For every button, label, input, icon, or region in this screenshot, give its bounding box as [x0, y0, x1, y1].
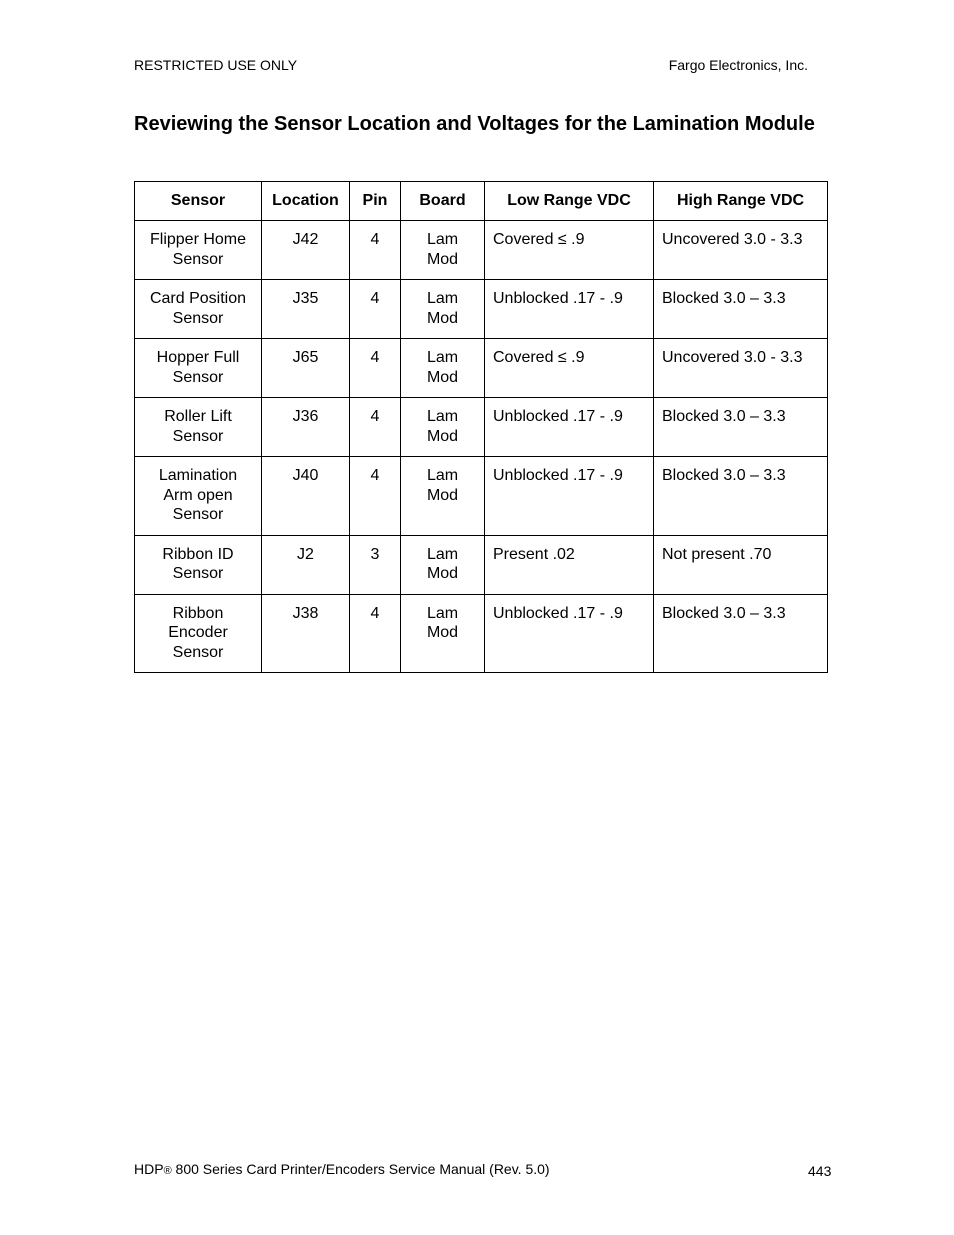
cell-pin: 4 — [350, 594, 401, 673]
cell-sensor: Lamination Arm open Sensor — [135, 457, 262, 536]
cell-location: J65 — [262, 339, 350, 398]
header-restricted-notice: RESTRICTED USE ONLY — [134, 57, 298, 73]
cell-sensor: Card Position Sensor — [135, 280, 262, 339]
cell-low-range: Unblocked .17 - .9 — [485, 457, 654, 536]
sensor-voltage-table — [134, 181, 828, 673]
cell-high-range: Blocked 3.0 – 3.3 — [654, 594, 828, 673]
cell-location: J38 — [262, 594, 350, 673]
cell-pin: 3 — [350, 535, 401, 594]
column-header-board: Board — [401, 182, 485, 221]
cell-high-range: Blocked 3.0 – 3.3 — [654, 457, 828, 536]
cell-board: Lam Mod — [401, 594, 485, 673]
cell-low-range: Unblocked .17 - .9 — [485, 398, 654, 457]
cell-location: J2 — [262, 535, 350, 594]
cell-low-range: Covered ≤ .9 — [485, 221, 654, 280]
cell-sensor: Ribbon ID Sensor — [135, 535, 262, 594]
registered-trademark-icon: ® — [163, 1165, 172, 1177]
footer-brand: HDP — [134, 1161, 164, 1177]
table-row — [135, 339, 828, 398]
column-header-sensor: Sensor — [135, 182, 262, 221]
footer-manual-name: 800 Series Card Printer/Encoders Service Manual (Rev. 5.0) — [171, 1161, 550, 1177]
cell-high-range: Uncovered 3.0 - 3.3 — [654, 339, 828, 398]
cell-location: J36 — [262, 398, 350, 457]
cell-board: Lam Mod — [401, 398, 485, 457]
column-header-location: Location — [262, 182, 350, 221]
table-row — [135, 535, 828, 594]
cell-board: Lam Mod — [401, 535, 485, 594]
cell-board: Lam Mod — [401, 221, 485, 280]
cell-pin: 4 — [350, 339, 401, 398]
cell-low-range: Covered ≤ .9 — [485, 339, 654, 398]
cell-low-range: Unblocked .17 - .9 — [485, 594, 654, 673]
cell-sensor: Ribbon Encoder Sensor — [135, 594, 262, 673]
cell-high-range: Uncovered 3.0 - 3.3 — [654, 221, 828, 280]
table-row — [135, 594, 828, 673]
cell-board: Lam Mod — [401, 339, 485, 398]
cell-low-range: Unblocked .17 - .9 — [485, 280, 654, 339]
column-header-pin: Pin — [350, 182, 401, 221]
cell-high-range: Blocked 3.0 – 3.3 — [654, 398, 828, 457]
cell-sensor: Roller Lift Sensor — [135, 398, 262, 457]
header-company-name: Fargo Electronics, Inc. — [668, 57, 808, 73]
cell-board: Lam Mod — [401, 280, 485, 339]
cell-pin: 4 — [350, 457, 401, 536]
column-header-high-range: High Range VDC — [654, 182, 828, 221]
cell-sensor: Flipper Home Sensor — [135, 221, 262, 280]
cell-pin: 4 — [350, 398, 401, 457]
section-title: Reviewing the Sensor Location and Voltages for the Lamination Module — [134, 113, 815, 135]
cell-high-range: Not present .70 — [654, 535, 828, 594]
cell-location: J42 — [262, 221, 350, 280]
table-row — [135, 457, 828, 536]
table-row — [135, 221, 828, 280]
cell-high-range: Blocked 3.0 – 3.3 — [654, 280, 828, 339]
table-header-row — [135, 182, 828, 221]
footer-page-number: 443 — [808, 1163, 832, 1179]
cell-pin: 4 — [350, 280, 401, 339]
cell-low-range: Present .02 — [485, 535, 654, 594]
column-header-low-range: Low Range VDC — [485, 182, 654, 221]
cell-location: J35 — [262, 280, 350, 339]
cell-location: J40 — [262, 457, 350, 536]
table-row — [135, 280, 828, 339]
footer-manual-title — [134, 1161, 550, 1177]
cell-pin: 4 — [350, 221, 401, 280]
cell-sensor: Hopper Full Sensor — [135, 339, 262, 398]
table-row — [135, 398, 828, 457]
cell-board: Lam Mod — [401, 457, 485, 536]
